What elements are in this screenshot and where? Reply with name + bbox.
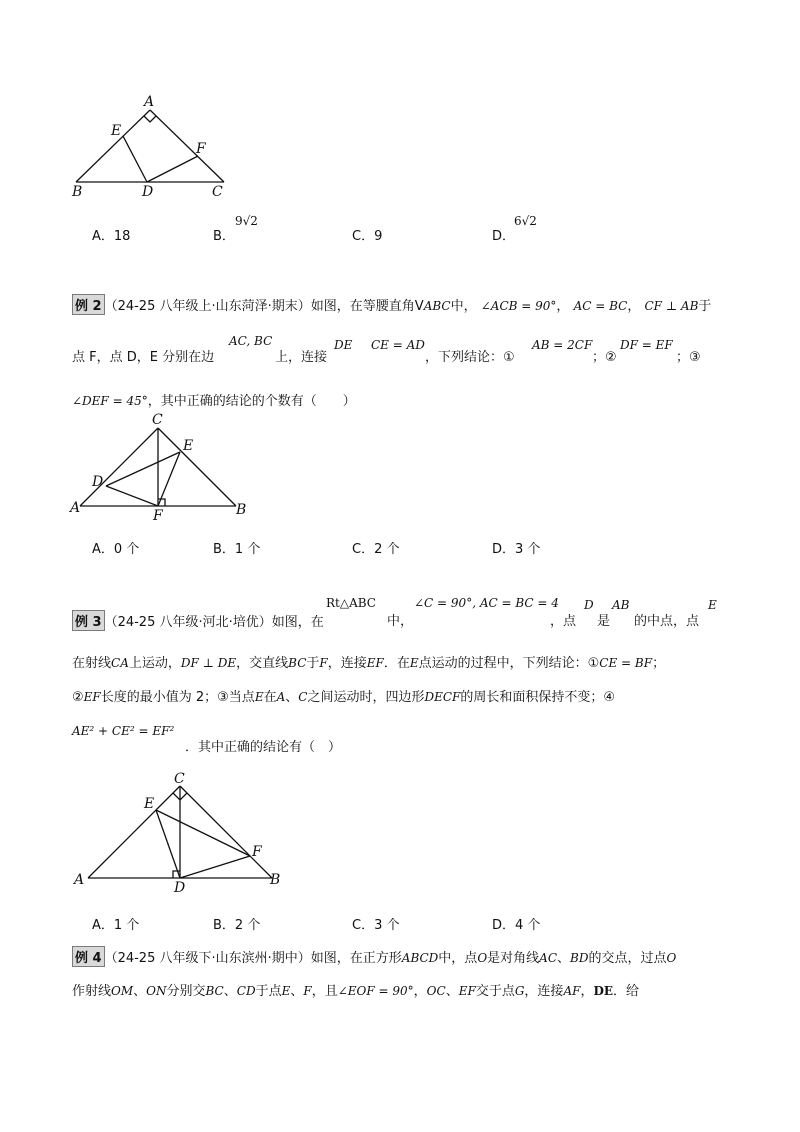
ex4-math: O	[477, 951, 488, 965]
segment-DF	[106, 486, 158, 506]
label-F: F	[196, 141, 206, 157]
ex3-line-4	[185, 736, 341, 755]
ex3-tag: 例 3	[72, 610, 105, 631]
ex2-line-1	[72, 294, 711, 315]
figure-2	[62, 412, 262, 524]
label-E: E	[183, 438, 194, 454]
ex3-text: 于	[306, 656, 320, 671]
ex2-text: 于	[698, 299, 712, 314]
ex3-text: 的周长和面积保持不变；④	[460, 690, 616, 705]
ex3-math-angle: ∠C = 90°, AC = BC = 4	[414, 596, 559, 610]
ex4-text: 、	[133, 984, 147, 999]
ex2-line-2d	[592, 346, 617, 365]
ex4-math-de: DE	[593, 984, 614, 998]
ex3-line-1e	[634, 610, 699, 629]
ex4-text: 于点	[255, 984, 282, 999]
ex4-text: 、	[290, 984, 304, 999]
ex2-text: ，	[627, 299, 641, 314]
ex4-math: F	[303, 984, 312, 998]
ex2-line-2e	[676, 346, 701, 365]
figure-1	[60, 90, 240, 200]
ex3-math: DF ⊥ DE	[180, 656, 237, 670]
ex3-math-rt: Rt△ABC	[326, 596, 376, 610]
ex4-tag: 例 4	[72, 946, 105, 967]
ex4-math: OM	[111, 984, 134, 998]
ex4-math: OC	[426, 984, 446, 998]
ex2-line-2	[72, 346, 214, 365]
ex2-text: ，下列结论：①	[425, 350, 515, 365]
ex3-math-ae-ce: AE² + CE² = EF²	[72, 724, 175, 738]
ex4-source: （24-25 八年级下·山东滨州·期中）	[104, 951, 311, 966]
segment-DF	[147, 156, 198, 182]
ex4-text: 中，点	[438, 951, 478, 966]
q1-option-d-prefix: D．	[492, 229, 516, 244]
ex4-math: ∠EOF = 90°	[337, 984, 414, 998]
ex2-tag: 例 2	[72, 294, 105, 315]
ex3-option-d: D．4 个	[492, 918, 541, 933]
q1-option-c: C．9	[352, 229, 383, 244]
ex3-option-b: B．2 个	[213, 918, 261, 933]
ex4-text: 、	[445, 984, 459, 999]
ex3-line-2	[72, 652, 665, 671]
ex2-text: ；③	[676, 350, 701, 365]
ex4-text: ．给	[613, 984, 640, 999]
figure-3	[66, 770, 296, 892]
ex2-math-ce-ad: CE = AD	[371, 338, 425, 352]
right-angle-mark	[144, 116, 156, 122]
ex3-text: ，点	[550, 614, 577, 629]
ex2-math: CF ⊥ AB	[644, 299, 699, 313]
ex4-line-2	[72, 980, 639, 999]
label-A: A	[70, 500, 81, 516]
ex3-line-1c	[550, 610, 576, 629]
ex3-line-1	[72, 610, 324, 631]
ex4-math: AC	[539, 951, 558, 965]
ex2-math: ∠ACB = 90°	[480, 299, 557, 313]
ex4-text: 的交点，过点	[588, 951, 667, 966]
ex3-math: E	[409, 656, 419, 670]
label-D: D	[174, 880, 186, 892]
ex2-math-de: DE	[334, 338, 353, 352]
ex4-math: CD	[236, 984, 256, 998]
ex4-math: ON	[146, 984, 167, 998]
ex2-text: ；②	[592, 350, 617, 365]
ex3-math: F	[319, 656, 328, 670]
ex3-math: BC	[288, 656, 307, 670]
ex2-option-c: C．2 个	[352, 542, 400, 557]
segment-DF	[180, 856, 250, 878]
ex4-text: 作射线	[72, 984, 112, 999]
q1-option-b-value: 9√2	[235, 214, 258, 228]
ex3-text: 如图，在	[271, 615, 324, 630]
ex2-text: 中，	[450, 299, 477, 314]
label-D: D	[142, 184, 154, 200]
ex4-text: 、	[557, 951, 571, 966]
ex3-text: 中，	[387, 614, 414, 629]
ex3-text: ．在	[383, 656, 410, 671]
segment-AC	[150, 110, 224, 182]
ex3-math: E	[254, 690, 264, 704]
ex3-text: 在射线	[72, 656, 112, 671]
ex4-math: BC	[205, 984, 224, 998]
ex2-text: ，	[556, 299, 570, 314]
ex3-math: A	[276, 690, 286, 704]
label-B: B	[72, 184, 83, 200]
ex3-text: 、	[285, 690, 299, 705]
ex4-math: EF	[458, 984, 476, 998]
ex2-source: （24-25 八年级上·山东菏泽·期末）	[104, 299, 311, 314]
ex3-text: 在	[263, 690, 277, 705]
label-B: B	[236, 502, 247, 518]
ex4-math: E	[281, 984, 291, 998]
ex3-text: 是	[597, 614, 611, 629]
ex3-text: 长度的最小值为 2；③当点	[100, 690, 255, 705]
ex2-math-ac-bc: AC, BC	[229, 334, 273, 348]
ex3-text: ．其中正确的结论有（ ）	[185, 740, 342, 755]
ex4-math: AF	[563, 984, 581, 998]
ex2-tri-symbol: V	[414, 299, 424, 314]
ex2-abc: ABC	[423, 299, 451, 313]
label-E: E	[144, 796, 155, 812]
ex2-option-d: D．3 个	[492, 542, 541, 557]
ex4-text: ，且	[311, 984, 338, 999]
ex3-text: 上运动，	[128, 656, 181, 671]
ex3-math-d: D	[584, 598, 594, 612]
q1-option-d	[492, 225, 515, 244]
ex4-line-1	[72, 946, 676, 967]
ex3-math: C	[298, 690, 308, 704]
ex3-option-c: C．3 个	[352, 918, 400, 933]
q1-option-b-prefix: B．	[213, 229, 235, 244]
ex3-math-ab: AB	[612, 598, 630, 612]
ex3-source: （24-25 八年级·河北·培优）	[104, 615, 272, 630]
label-F: F	[252, 844, 262, 860]
ex2-text: 点 F，点 D，E 分别在边	[72, 350, 215, 365]
ex2-line-2b	[275, 346, 327, 365]
ex3-text: 点运动的过程中，下列结论：①	[418, 656, 600, 671]
ex3-math: EF	[83, 690, 101, 704]
ex3-text: 的中点，点	[634, 614, 700, 629]
segment-AC	[88, 786, 180, 878]
ex3-math: EF	[366, 656, 384, 670]
ex4-text: ，	[580, 984, 594, 999]
ex3-line-1d	[597, 610, 610, 629]
segment-CB	[158, 428, 236, 506]
ex3-option-a: A．1 个	[92, 918, 140, 933]
ex4-text: 是对角线	[487, 951, 540, 966]
ex4-text: ，连接	[524, 984, 564, 999]
q1-option-b	[213, 225, 235, 244]
ex4-math: BD	[570, 951, 589, 965]
ex2-math-df-ef: DF = EF	[620, 338, 673, 352]
ex2-option-b: B．1 个	[213, 542, 261, 557]
ex3-text: ；	[652, 656, 666, 671]
ex2-math: AC = BC	[573, 299, 628, 313]
ex4-text: 分别交	[166, 984, 206, 999]
label-D: D	[92, 474, 104, 490]
ex3-text: ②	[72, 690, 84, 705]
ex2-text: 上，连接	[275, 350, 328, 365]
ex3-math: CE = BF	[599, 656, 653, 670]
ex2-text: ，其中正确的结论的个数有（ ）	[147, 394, 356, 409]
q1-option-d-value: 6√2	[514, 214, 537, 228]
label-A: A	[144, 94, 155, 110]
ex2-math-ab-2cf: AB = 2CF	[532, 338, 593, 352]
ex3-math: CA	[111, 656, 129, 670]
ex4-text: 、	[223, 984, 237, 999]
ex4-text: 交于点	[475, 984, 515, 999]
ex3-text: ，连接	[327, 656, 367, 671]
label-F: F	[153, 508, 163, 524]
ex2-line-3	[72, 390, 356, 409]
ex3-math-e: E	[708, 598, 717, 612]
label-E: E	[111, 123, 122, 139]
ex2-option-a: A．0 个	[92, 542, 140, 557]
ex4-text: 如图，在正方形	[310, 951, 402, 966]
label-C: C	[174, 771, 185, 787]
ex4-math: ABCD	[401, 951, 439, 965]
ex3-line-3	[72, 686, 615, 705]
ex2-math-def: ∠DEF = 45°	[72, 394, 148, 408]
label-B: B	[270, 872, 281, 888]
ex2-text: 如图，在等腰直角	[310, 299, 415, 314]
ex4-math: G	[514, 984, 525, 998]
segment-ED	[123, 136, 147, 182]
label-C: C	[152, 412, 163, 428]
q1-option-a: A．18	[92, 229, 131, 244]
ex3-line-1b	[387, 610, 413, 629]
ex3-math: DECF	[424, 690, 461, 704]
ex3-text: ，交直线	[236, 656, 289, 671]
label-A: A	[74, 872, 85, 888]
ex3-text: 之间运动时，四边形	[307, 690, 425, 705]
segment-BA	[76, 110, 150, 182]
ex4-text: ，	[413, 984, 427, 999]
ex2-line-2c	[425, 346, 515, 365]
ex4-math: O	[666, 951, 677, 965]
label-C: C	[212, 184, 223, 200]
